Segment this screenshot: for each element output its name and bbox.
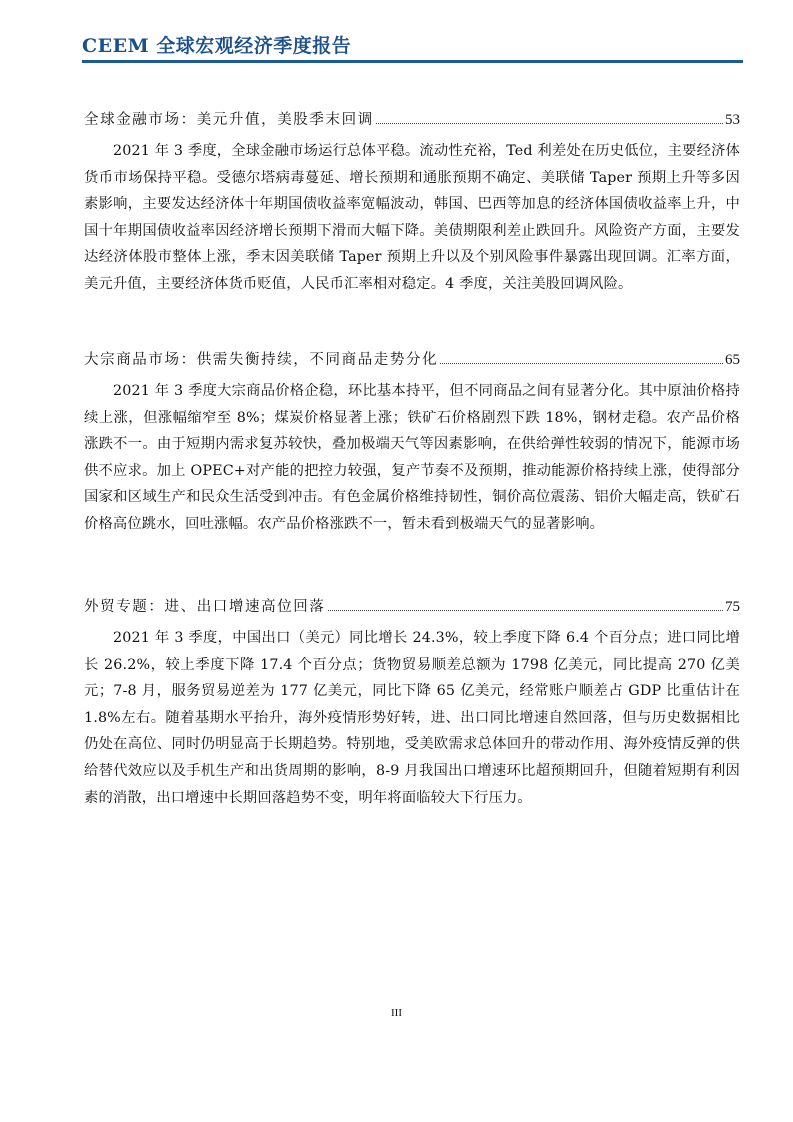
toc-page-number: 65 [725, 352, 740, 368]
section-summary: 2021 年 3 季度，中国出口（美元）同比增长 24.3%，较上季度下降 6.4 个百分点；进口同比增长 26.2%，较上季度下降 17.4 个百分点；货物贸易顺差总额为 1798 亿美元，同比提高 270 亿美元；7-8 月，服务贸易逆差为 177 亿美元，同比下降 65 亿美元，经常账户顺差占 GDP 比重估计在 1.8%左右。随着基期水平抬升，海外疫情形势好转，进、出口同比增速自然回落，但与历史数据相比仍处在高位、同时仍明显高于长期趋势。特别地，受美欧需求总体回升的带动作用、海外疫情反弹的供给替代效应以及手机生产和出货周期的影响，8-9 月我国出口增速环比超预期回升，但随着短期有利因素的消散，出口增速中长期回落趋势不变，明年将面临较大下行压力。 [84, 630, 740, 806]
toc-section-foreign-trade [84, 597, 740, 811]
toc-entry[interactable] [84, 110, 740, 130]
toc-page-number: 53 [725, 112, 740, 128]
toc-entry-title: 全球金融市场：美元升值，美股季末回调 [84, 112, 374, 128]
toc-leader-dots [328, 598, 724, 611]
toc-leader-dots [376, 111, 723, 124]
toc-entry[interactable] [84, 597, 740, 617]
toc-entry[interactable] [84, 350, 740, 370]
toc-entry-title: 外贸专题：进、出口增速高位回落 [84, 599, 326, 615]
page-number: III [391, 1007, 402, 1019]
report-title: CEEM 全球宏观经济季度报告 [82, 35, 352, 57]
report-header [82, 34, 742, 58]
toc-section-financial-markets [84, 110, 740, 298]
toc-page-number: 75 [725, 599, 740, 615]
section-summary: 2021 年 3 季度大宗商品价格企稳，环比基本持平，但不同商品之间有显著分化。其中原油价格持续上涨，但涨幅缩窄至 8%；煤炭价格显著上涨；铁矿石价格剧烈下跌 18%，钢材走稳。农产品价格涨跌不一。由于短期内需求复苏较快，叠加极端天气等因素影响，在供给弹性较弱的情况下，能源市场供不应求。加上 OPEC+对产能的把控力较强，复产节奏不及预期，推动能源价格持续上涨，使得部分国家和区域生产和民众生活受到冲击。有色金属价格维持韧性，铜价高位震荡、铝价大幅走高，铁矿石价格高位跳水，回吐涨幅。农产品价格涨跌不一，暂未看到极端天气的显著影响。 [84, 383, 740, 532]
toc-entry-title: 大宗商品市场：供需失衡持续，不同商品走势分化 [84, 352, 439, 368]
toc-section-commodities [84, 350, 740, 538]
section-summary: 2021 年 3 季度，全球金融市场运行总体平稳。流动性充裕，Ted 利差处在历史低位，主要经济体货币市场保持平稳。受德尔塔病毒蔓延、增长预期和通胀预期不确定、美联储 Taper 预期上升等多因素影响，主要发达经济体十年期国债收益率宽幅波动，韩国、巴西等加息的经济体国债收益率上升，中国十年期国债收益率因经济增长预期下滑而大幅下降。美债期限利差止跌回升。风险资产方面，主要发达经济体股市整体上涨，季末因美联储 Taper 预期上升以及个别风险事件暴露出现回调。汇率方面，美元升值，主要经济体货币贬值，人民币汇率相对稳定。4 季度，关注美股回调风险。 [84, 143, 740, 292]
toc-leader-dots [440, 351, 723, 364]
header-divider [82, 60, 743, 63]
